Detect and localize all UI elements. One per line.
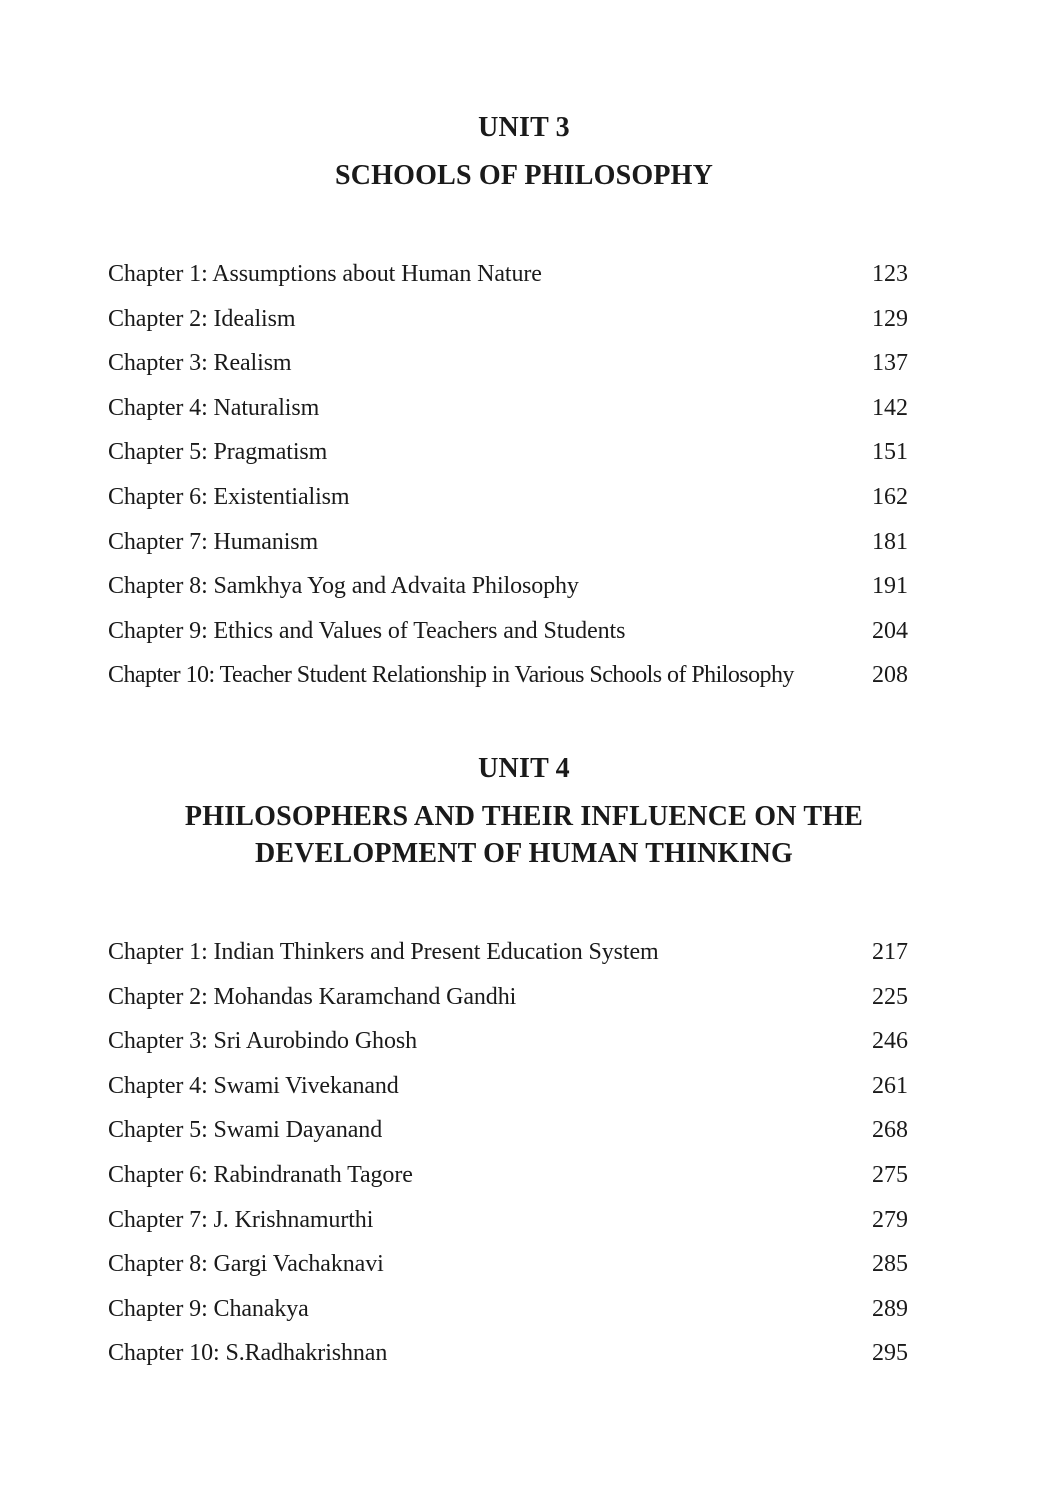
- chapter-page-number: 261: [872, 1072, 908, 1099]
- toc-row[interactable]: [108, 482, 908, 527]
- toc-row[interactable]: [108, 1160, 908, 1205]
- chapter-title: Chapter 8: Samkhya Yog and Advaita Philosophy: [108, 573, 579, 600]
- unit-4-header: [0, 753, 1048, 872]
- chapter-page-number: 137: [872, 350, 908, 377]
- chapter-page-number: 162: [872, 483, 908, 510]
- unit-3-chapter-list: [108, 259, 908, 705]
- unit-label: UNIT 4: [478, 753, 570, 784]
- toc-row[interactable]: [108, 937, 908, 982]
- chapter-title: Chapter 3: Sri Aurobindo Ghosh: [108, 1028, 417, 1055]
- chapter-page-number: 279: [872, 1206, 908, 1233]
- chapter-page-number: 208: [872, 662, 908, 689]
- chapter-page-number: 285: [872, 1251, 908, 1278]
- chapter-title: Chapter 4: Swami Vivekanand: [108, 1072, 399, 1099]
- chapter-page-number: 295: [872, 1340, 908, 1367]
- chapter-page-number: 204: [872, 617, 908, 644]
- chapter-title: Chapter 10: S.Radhakrishnan: [108, 1340, 388, 1367]
- chapter-title: Chapter 5: Pragmatism: [108, 439, 328, 466]
- chapter-page-number: 217: [872, 939, 908, 965]
- toc-row[interactable]: [108, 1249, 908, 1294]
- unit-title: PHILOSOPHERS AND THEIR INFLUENCE ON THE: [184, 801, 864, 832]
- unit-4-chapter-list: [108, 937, 908, 1383]
- unit-label: UNIT 3: [478, 112, 570, 143]
- chapter-page-number: 181: [872, 528, 908, 555]
- chapter-page-number: 225: [872, 983, 908, 1010]
- toc-row[interactable]: [108, 1205, 908, 1250]
- toc-row[interactable]: [108, 982, 908, 1027]
- chapter-title: Chapter 10: Teacher Student Relationship in Various Schools of Philosophy: [108, 662, 794, 689]
- chapter-title: Chapter 2: Mohandas Karamchand Gandhi: [108, 983, 517, 1010]
- unit-title: SCHOOLS OF PHILOSOPHY: [334, 160, 714, 191]
- toc-row[interactable]: [108, 1115, 908, 1160]
- unit-3-header: [0, 112, 1048, 194]
- toc-row[interactable]: [108, 1338, 908, 1383]
- toc-row[interactable]: [108, 437, 908, 482]
- toc-row[interactable]: [108, 393, 908, 438]
- toc-row[interactable]: [108, 660, 908, 705]
- toc-row[interactable]: [108, 527, 908, 572]
- chapter-title: Chapter 2: Idealism: [108, 305, 296, 332]
- chapter-title: Chapter 3: Realism: [108, 350, 292, 377]
- toc-row[interactable]: [108, 259, 908, 304]
- toc-row[interactable]: [108, 571, 908, 616]
- chapter-title: Chapter 4: Naturalism: [108, 394, 320, 421]
- toc-row[interactable]: [108, 1294, 908, 1339]
- chapter-title: Chapter 5: Swami Dayanand: [108, 1117, 383, 1144]
- toc-row[interactable]: [108, 304, 908, 349]
- chapter-page-number: 151: [872, 439, 908, 466]
- toc-row[interactable]: [108, 348, 908, 393]
- toc-row[interactable]: [108, 1026, 908, 1071]
- chapter-title: Chapter 9: Chanakya: [108, 1295, 309, 1322]
- chapter-page-number: 268: [872, 1117, 908, 1144]
- chapter-title: Chapter 1: Assumptions about Human Nature: [108, 261, 542, 287]
- chapter-page-number: 275: [872, 1161, 908, 1188]
- chapter-page-number: 142: [872, 394, 908, 421]
- unit-title-line-2: DEVELOPMENT OF HUMAN THINKING: [254, 838, 794, 869]
- chapter-title: Chapter 7: J. Krishnamurthi: [108, 1206, 374, 1233]
- chapter-page-number: 191: [872, 573, 908, 600]
- chapter-title: Chapter 1: Indian Thinkers and Present Education System: [108, 939, 659, 965]
- chapter-title: Chapter 9: Ethics and Values of Teachers and Students: [108, 617, 626, 644]
- toc-row[interactable]: [108, 616, 908, 661]
- chapter-title: Chapter 6: Existentialism: [108, 483, 350, 510]
- chapter-page-number: 123: [872, 261, 908, 287]
- chapter-title: Chapter 6: Rabindranath Tagore: [108, 1161, 413, 1188]
- toc-row[interactable]: [108, 1071, 908, 1116]
- chapter-page-number: 289: [872, 1295, 908, 1322]
- chapter-title: Chapter 7: Humanism: [108, 528, 319, 555]
- chapter-title: Chapter 8: Gargi Vachaknavi: [108, 1251, 384, 1278]
- chapter-page-number: 129: [872, 305, 908, 332]
- chapter-page-number: 246: [872, 1028, 908, 1055]
